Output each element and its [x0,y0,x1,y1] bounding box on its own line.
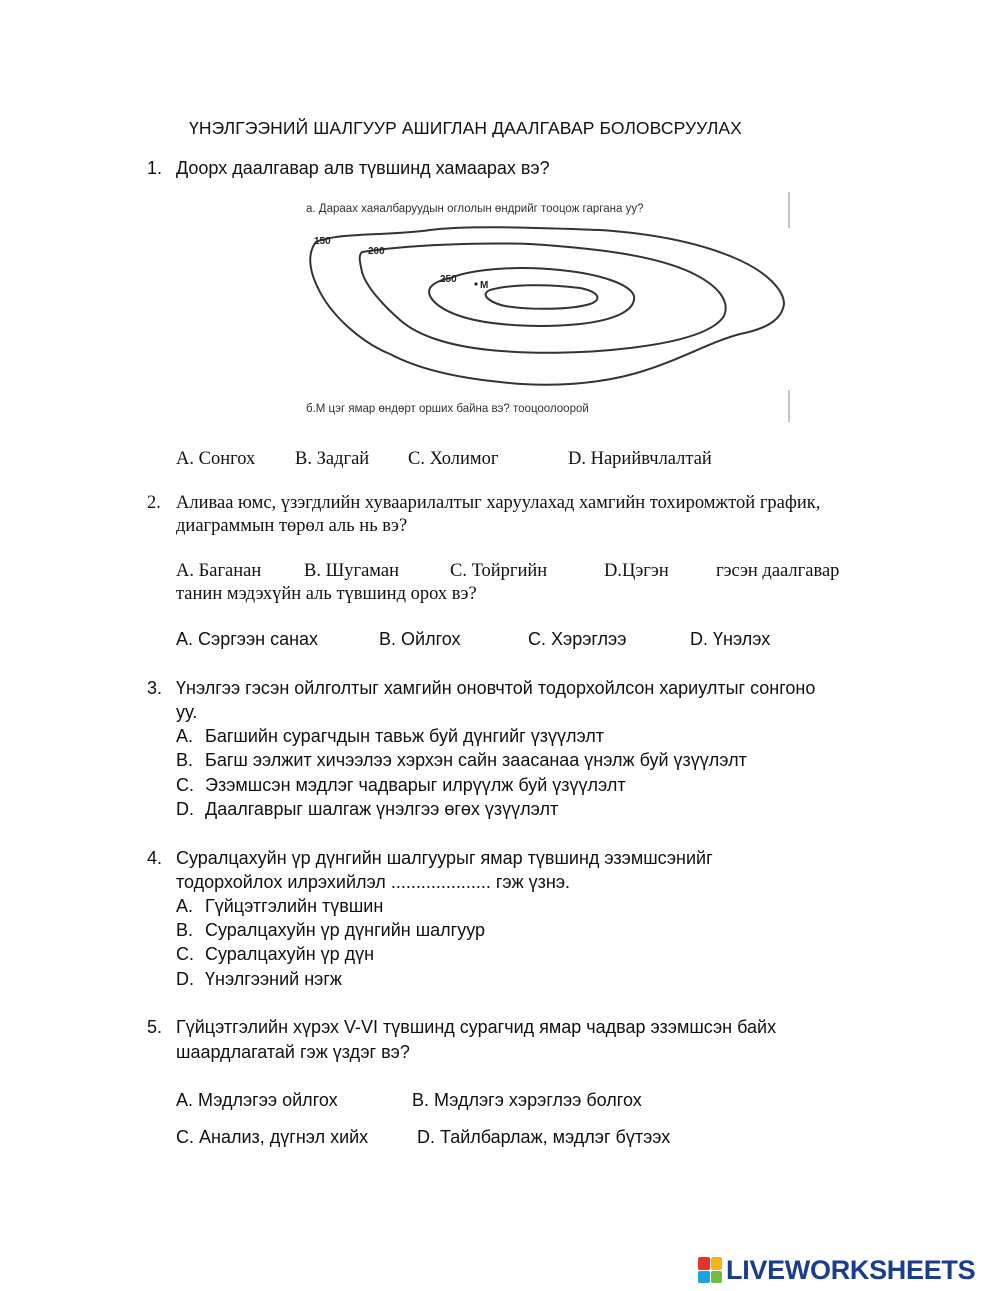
q4-option-d[interactable]: Үнэлгээний нэгж [205,969,342,989]
q5-option-d[interactable]: D. Тайлбарлаж, мэдлэг бүтээх [417,1127,671,1147]
question-3-line1: Үнэлгээ гэсэн ойлголтыг хамгийн оновчтой тодорхойлсон хариултыг сонгоно [176,678,816,698]
logo-square-blue [698,1271,710,1284]
q2-tail-line1: гэсэн даалгавар [716,561,840,581]
q2-sub-option-d: D.Цэгэн [604,561,669,581]
q3-option-a-letter: A. [176,726,194,746]
logo-square-green [711,1271,723,1284]
contour-line-inner [486,285,598,309]
liveworksheets-logo-icon [698,1257,722,1283]
q2-tail-line2: танин мэдэхүйн аль түвшинд орох вэ? [176,584,477,604]
q4-option-b-letter: B. [176,920,194,940]
contour-line-200 [360,243,726,352]
q3-option-c-letter: C. [176,775,194,795]
contour-map-svg [300,192,792,424]
logo-square-yellow [711,1257,723,1270]
q3-option-a[interactable]: Багшийн сурагчдын тавьж буй дүнгийг үзүүлэлт [205,726,605,746]
liveworksheets-logo [698,1254,975,1286]
question-2-line1: Аливаа юмс, үзэгдлийн хуваарилалтыг харуулахад хамгийн тохиромжтой график, [176,493,821,513]
contour-label-250: 250 [440,274,457,285]
q3-option-d[interactable]: Даалгаврыг шалгаж үнэлгээ өгөх үзүүлэлт [205,799,559,819]
q1-option-d[interactable]: D. Нарийвчлалтай [568,449,712,469]
question-3-number: 3. [147,678,163,698]
question-1-number: 1. [147,158,163,178]
question-1-text: Доорх даалгавар алв түвшинд хамаарах вэ? [176,158,550,178]
question-4-line1: Суралцахуйн үр дүнгийн шалгуурыг ямар түвшинд эзэмшсэнийг [176,848,713,868]
figure-caption-bottom: б.М цэг ямар өндөрт орших байна вэ? тооцоолоорой [306,403,589,415]
question-2-number: 2. [147,493,161,513]
q3-option-b[interactable]: Багш ээлжит хичээлээ хэрхэн сайн заасанаа үнэлж буй үзүүлэлт [205,750,747,770]
point-m-marker [474,282,477,285]
question-4-number: 4. [147,848,163,868]
q5-option-a[interactable]: A. Мэдлэгээ ойлгох [176,1090,338,1110]
q3-option-c[interactable]: Эзэмшсэн мэдлэг чадварыг илрүүлж буй үзүүлэлт [205,775,626,795]
q2-option-b[interactable]: B. Ойлгох [379,629,461,649]
figure-caption-top: а. Дараах хаяалбаруудын оглолын өндрийг тооцож гаргана уу? [306,203,644,215]
contour-label-200: 200 [368,246,385,257]
logo-square-red [698,1257,710,1270]
contour-line-250 [429,268,634,326]
question-5-line2: шаардлагатай гэж үздэг вэ? [176,1042,410,1062]
q4-option-a[interactable]: Гүйцэтгэлийн түвшин [205,896,384,916]
q3-option-b-letter: B. [176,750,194,770]
question-2-line2: диаграммын төрөл аль нь вэ? [176,516,408,536]
liveworksheets-logo-text: LIVEWORKSHEETS [726,1254,976,1285]
question-4-line2: тодорхойлох илрэхийлэл .................... гэж үзнэ. [176,872,571,892]
q4-option-a-letter: A. [176,896,194,916]
q1-option-b[interactable]: B. Задгай [295,449,370,469]
q4-option-d-letter: D. [176,969,194,989]
q2-option-a[interactable]: A. Сэргээн санах [176,629,319,649]
q2-sub-option-b: B. Шугаман [304,561,399,581]
point-m-label: М [480,280,489,291]
question-3-line2: уу. [176,702,198,722]
question-5-line1: Гүйцэтгэлийн хүрэх V-VI түвшинд сурагчид ямар чадвар эзэмшсэн байх [176,1017,777,1037]
q1-option-c[interactable]: C. Холимог [408,449,499,469]
contour-map-figure [300,192,792,424]
q2-sub-option-a: A. Баганан [176,561,262,581]
q2-sub-option-c: C. Тойргийн [450,561,548,581]
q3-option-d-letter: D. [176,799,194,819]
q4-option-c[interactable]: Суралцахуйн үр дүн [205,944,375,964]
question-5-number: 5. [147,1017,163,1037]
q2-option-c[interactable]: C. Хэрэглээ [528,629,627,649]
q4-option-c-letter: C. [176,944,194,964]
q5-option-b[interactable]: B. Мэдлэгэ хэрэглээ болгох [412,1090,642,1110]
contour-label-150: 150 [314,236,331,247]
q5-option-c[interactable]: C. Анализ, дүгнэл хийх [176,1127,369,1147]
q1-option-a[interactable]: A. Сонгох [176,449,256,469]
q2-option-d[interactable]: D. Үнэлэх [690,629,771,649]
page-title: ҮНЭЛГЭЭНИЙ ШАЛГУУР АШИГЛАН ДААЛГАВАР БОЛОВСРУУЛАХ [189,118,742,138]
q4-option-b[interactable]: Суралцахуйн үр дүнгийн шалгуур [205,920,486,940]
